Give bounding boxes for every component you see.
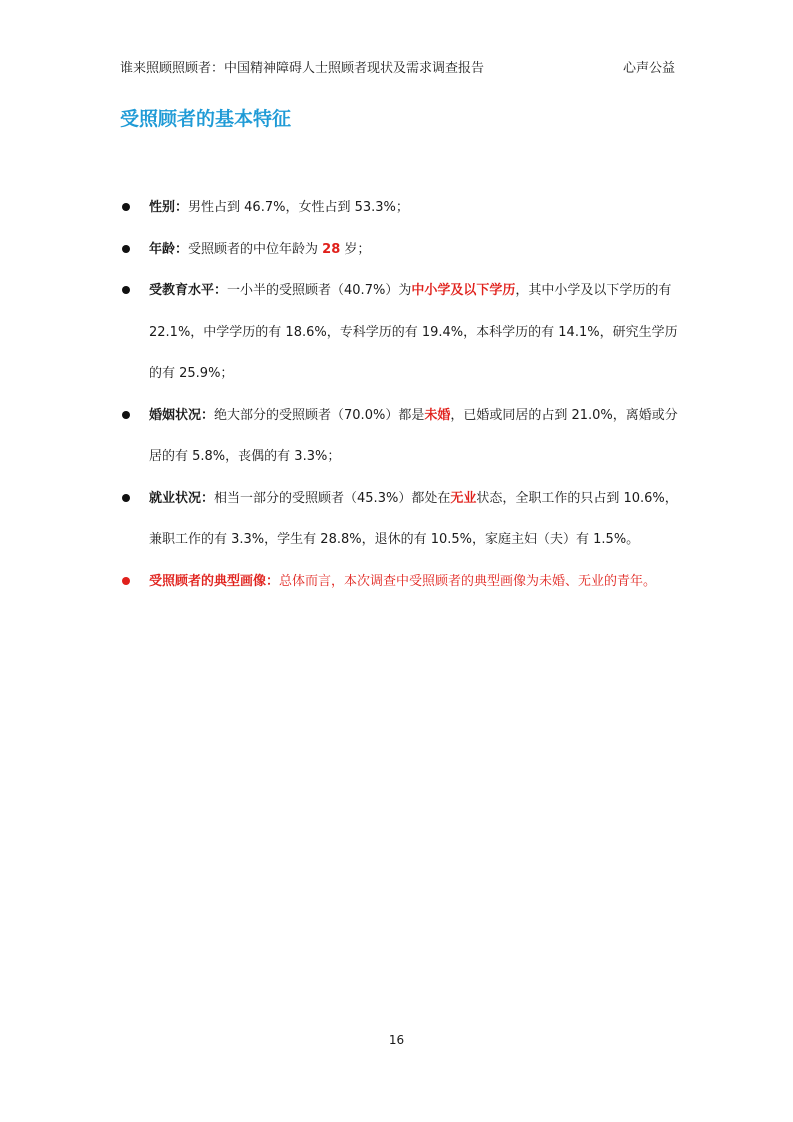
list-item-education (120, 270, 680, 395)
item-text: 男性占到 46.7%，女性占到 53.3%； (188, 200, 409, 215)
page-header (120, 58, 675, 80)
item-text: 绝大部分的受照顾者（70.0%）都是 (214, 407, 425, 423)
section-title: 受照顾者的基本特征 (120, 108, 292, 130)
item-text: 一小半的受照顾者（40.7%）为 (227, 283, 412, 298)
item-text: ，已婚或同居的占到 21.0%，离婚或分居的有 5.8%，丧偶的有 3.3%； (149, 407, 678, 464)
item-text: 状态，全职工作的只占到 10.6%，兼职工作的有 3.3%，学生有 28.8%，退休的有 10.5%，家庭主妇（夫）有 1.5%。 (149, 490, 678, 547)
bullet-icon (122, 245, 130, 253)
item-highlight: 中小学及以下学历 (411, 283, 516, 298)
item-highlight: 未婚 (424, 407, 451, 423)
item-label: 年龄： (149, 241, 189, 257)
list-item-marital-status (120, 395, 680, 478)
characteristics-list (120, 187, 680, 602)
report-title: 谁来照顾照顾者：中国精神障碍人士照顾者现状及需求调查报告 (120, 61, 485, 76)
list-item-typical-profile (120, 561, 680, 603)
item-text: 总体而言，本次调查中受照顾者的典型画像为未婚、无业的青年。 (279, 573, 657, 589)
item-text: 受照顾者的中位年龄为 (188, 241, 323, 257)
item-text: 岁； (340, 241, 371, 257)
bullet-icon (122, 203, 130, 211)
bullet-icon (122, 286, 130, 294)
bullet-icon (122, 494, 130, 502)
bullet-icon (122, 411, 130, 419)
item-highlight: 无业 (450, 490, 477, 506)
item-text: 相当一部分的受照顾者（45.3%）都处在 (214, 490, 451, 506)
item-label: 受照顾者的典型画像： (149, 573, 280, 589)
page-number: 16 (388, 1033, 405, 1047)
list-item-employment (120, 478, 680, 561)
list-item-age (120, 229, 680, 271)
organization-name: 心声公益 (622, 61, 675, 76)
item-label: 婚姻状况： (149, 407, 215, 423)
bullet-icon (122, 577, 130, 585)
item-text: ，其中小学及以下学历的有 22.1%，中学学历的有 18.6%，专科学历的有 19.4%，本科学历的有 14.1%，研究生学历的有 25.9%； (149, 283, 678, 381)
item-label: 就业状况： (149, 490, 215, 506)
list-item-gender (120, 187, 680, 229)
item-highlight: 28 (322, 241, 341, 257)
item-label: 受教育水平： (149, 283, 228, 298)
item-label: 性别： (149, 200, 189, 215)
